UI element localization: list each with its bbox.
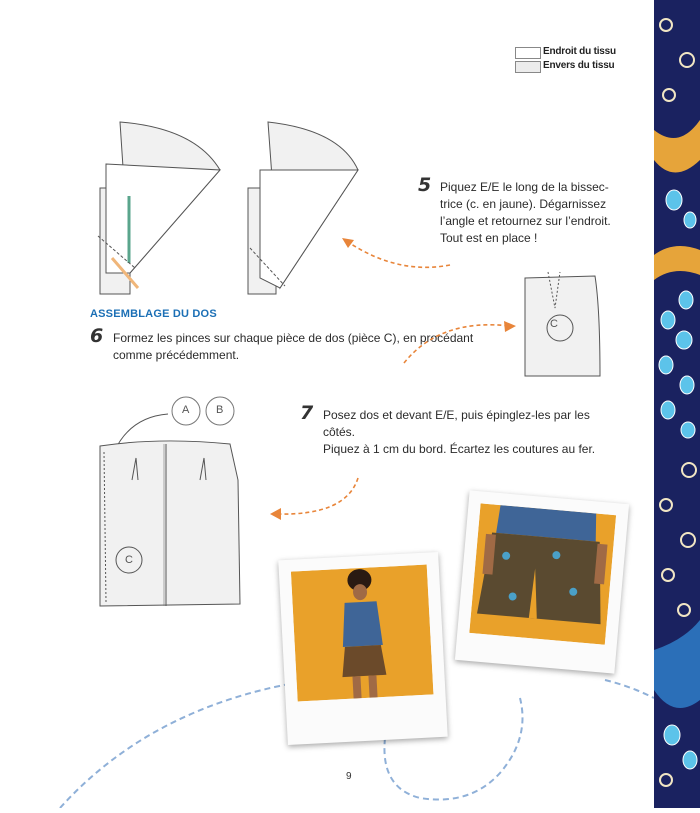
- skirt-assembly-diagram: [90, 392, 270, 612]
- legend-swatch-right-side: [515, 47, 541, 59]
- step-7-number: 7: [300, 402, 314, 424]
- step7-arrow: [266, 474, 366, 524]
- legend-swatch-wrong-side: [515, 61, 541, 73]
- back-piece-c-diagram: [520, 268, 610, 378]
- step-5-line: Piquez E/E le long de la bissec-: [440, 180, 609, 194]
- step-6-line: Formez les pinces sur chaque pièce de dos (pièce C), en procédant: [113, 331, 474, 345]
- step-5-number: 5: [418, 174, 432, 196]
- step-5-line: l’angle et retournez sur l’endroit.: [440, 214, 611, 228]
- folded-corner-left: [100, 122, 220, 294]
- step-5-line: trice (c. en jaune). Dégarnissez: [440, 197, 607, 211]
- step-7-line: Piquez à 1 cm du bord. Écartez les coutures au fer.: [323, 442, 596, 456]
- photo-polaroid-1: [278, 552, 447, 745]
- legend-label-wrong-side: Envers du tissu: [543, 60, 615, 71]
- section-title-assemblage-dos: ASSEMBLAGE DU DOS: [90, 308, 217, 320]
- step-5-line: Tout est en place !: [440, 231, 538, 245]
- photo-skirt-closeup: [469, 503, 616, 644]
- fabric-print-border: [654, 0, 700, 808]
- step-7-line: Posez dos et devant E/E, puis épinglez-les par les côtés.: [323, 408, 590, 439]
- step5-arrow: [338, 230, 458, 275]
- fabric-pattern: [654, 0, 700, 808]
- step-7-text: [323, 407, 623, 458]
- legend-label-right-side: Endroit du tissu: [543, 46, 616, 57]
- photo-woman-in-skirt: [291, 565, 434, 702]
- photo-polaroid-2: [455, 490, 629, 673]
- step-6-line: comme précédemment.: [113, 348, 240, 362]
- step-5-text: [440, 179, 640, 247]
- piece-label-a: A: [182, 404, 190, 416]
- step6-arrow: [400, 318, 520, 368]
- piece-label-c-skirt: C: [125, 554, 133, 566]
- step-6-number: 6: [90, 325, 104, 347]
- page-number: 9: [346, 771, 352, 782]
- piece-label-b: B: [216, 404, 224, 416]
- piece-label-c: C: [550, 318, 558, 330]
